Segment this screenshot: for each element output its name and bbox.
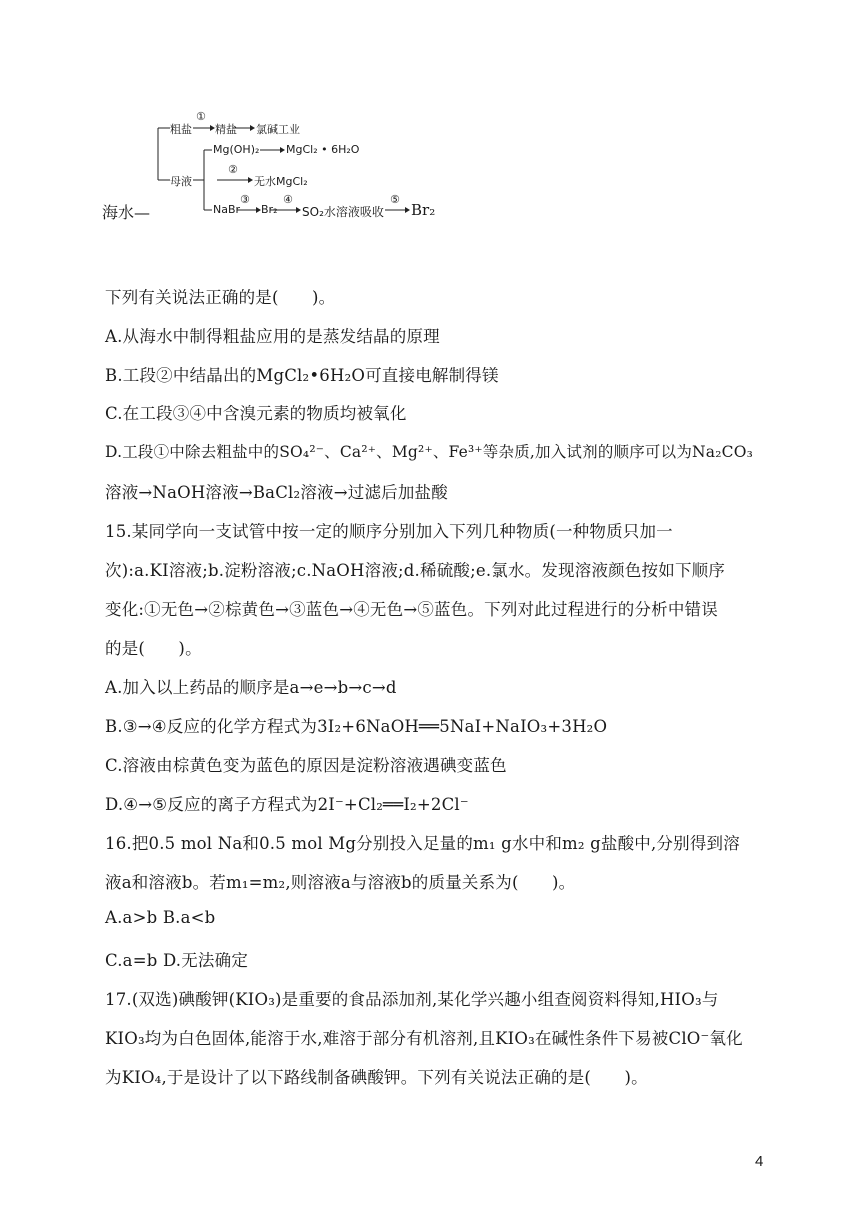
step-1-label: ① bbox=[196, 110, 206, 123]
q14-option-d-line2: 溶液→NaOH溶液→BaCl₂溶液→过滤后加盐酸 bbox=[105, 483, 448, 502]
anhydrous-mgcl2-label: 无水MgCl₂ bbox=[254, 175, 308, 188]
q17-stem-line1: 17.(双选)碘酸钾(KIO₃)是重要的食品添加剂,某化学兴趣小组查阅资料得知,HIO₃与 bbox=[105, 990, 719, 1009]
mother-liquor-label: 母液 bbox=[170, 175, 192, 188]
crude-salt-label: 粗盐 bbox=[170, 123, 192, 136]
q15-option-d: D.④→⑤反应的离子方程式为2I⁻+Cl₂══I₂+2Cl⁻ bbox=[105, 795, 469, 814]
step-2-label: ② bbox=[228, 163, 238, 176]
q15-stem-line3: 变化:①无色→②棕黄色→③蓝色→④无色→⑤蓝色。下列对此过程进行的分析中错误 bbox=[105, 600, 718, 619]
q14-stem: 下列有关说法正确的是( )。 bbox=[105, 288, 336, 307]
nabr-label: NaBr bbox=[213, 203, 241, 216]
step-4-label: ④ bbox=[283, 193, 293, 206]
chlor-alkali-label: 氯碱工业 bbox=[256, 123, 300, 136]
q16-options-ab: A.a>b B.a<b bbox=[105, 908, 216, 927]
q17-stem-line3: 为KIO₄,于是设计了以下路线制备碘酸钾。下列有关说法正确的是( )。 bbox=[105, 1068, 648, 1087]
q14-option-d-line1: D.工段①中除去粗盐中的SO₄²⁻、Ca²⁺、Mg²⁺、Fe³⁺等杂质,加入试剂的顺序可以为Na₂CO₃ bbox=[105, 443, 754, 461]
q15-stem-line4: 的是( )。 bbox=[105, 639, 202, 658]
q14-option-a: A.从海水中制得粗盐应用的是蒸发结晶的原理 bbox=[105, 327, 440, 346]
mgoh2-label: Mg(OH)₂ bbox=[213, 143, 260, 156]
br2-intermediate-label: Br₂ bbox=[261, 203, 278, 216]
mgcl2-hydrate-label: MgCl₂ • 6H₂O bbox=[286, 143, 360, 156]
so2-absorb-label: SO₂水溶液吸收 bbox=[302, 205, 384, 219]
q15-option-b: B.③→④反应的化学方程式为3I₂+6NaOH══5NaI+NaIO₃+3H₂O bbox=[105, 717, 608, 736]
step-3-label: ③ bbox=[240, 193, 250, 206]
q16-stem-line2: 液a和溶液b。若m₁=m₂,则溶液a与溶液b的质量关系为( )。 bbox=[105, 873, 576, 892]
q16-stem-line1: 16.把0.5 mol Na和0.5 mol Mg分别投入足量的m₁ g水中和m₂ g盐酸中,分别得到溶 bbox=[105, 834, 740, 853]
seawater-process-flow-diagram bbox=[100, 110, 460, 230]
q16-options-cd: C.a=b D.无法确定 bbox=[105, 951, 249, 970]
q17-stem-line2: KIO₃均为白色固体,能溶于水,难溶于部分有机溶剂,且KIO₃在碱性条件下易被ClO⁻氧化 bbox=[105, 1029, 743, 1048]
q15-stem-line2: 次):a.KI溶液;b.淀粉溶液;c.NaOH溶液;d.稀硫酸;e.氯水。发现溶液颜色按如下顺序 bbox=[105, 561, 726, 580]
refined-salt-label: 精盐 bbox=[215, 123, 237, 136]
page-number: 4 bbox=[755, 1153, 764, 1170]
br2-product-label: Br₂ bbox=[411, 201, 436, 219]
q14-option-c: C.在工段③④中含溴元素的物质均被氧化 bbox=[105, 404, 407, 423]
q15-option-a: A.加入以上药品的顺序是a→e→b→c→d bbox=[105, 678, 397, 697]
step-5-label: ⑤ bbox=[390, 193, 400, 206]
q15-stem-line1: 15.某同学向一支试管中按一定的顺序分别加入下列几种物质(一种物质只加一 bbox=[105, 522, 673, 541]
q15-option-c: C.溶液由棕黄色变为蓝色的原因是淀粉溶液遇碘变蓝色 bbox=[105, 756, 507, 775]
q14-option-b: B.工段②中结晶出的MgCl₂•6H₂O可直接电解制得镁 bbox=[105, 366, 499, 385]
seawater-label: 海水— bbox=[102, 203, 151, 222]
